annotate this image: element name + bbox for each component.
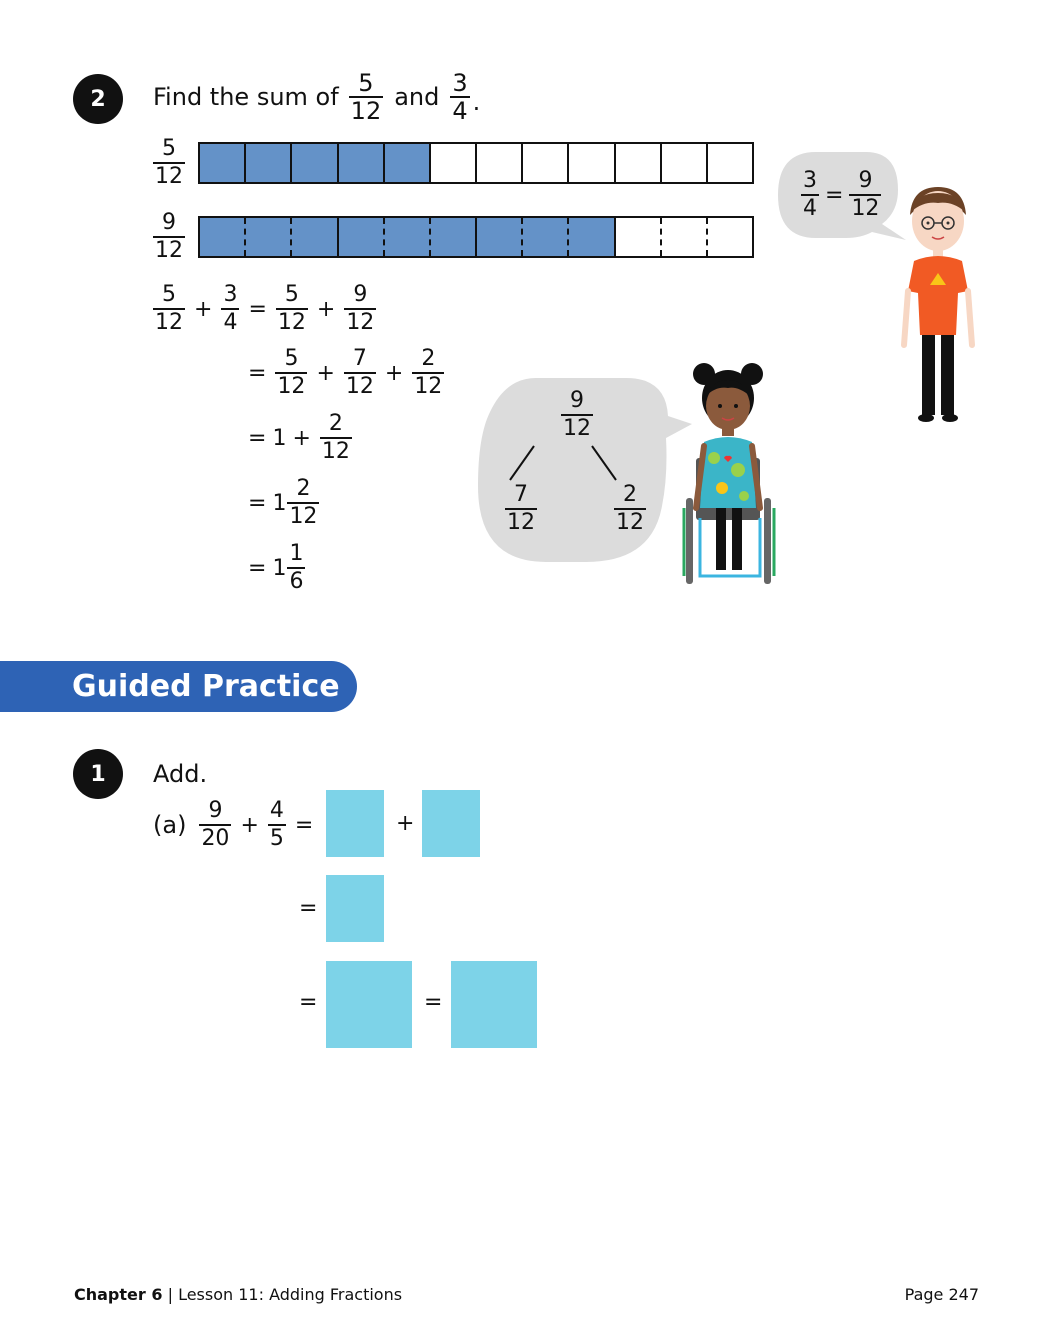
fraction-numerator: 2 (328, 411, 343, 436)
equals-sign: = (294, 812, 314, 838)
fraction-denominator: 4 (803, 196, 817, 221)
fraction-denominator: 12 (289, 504, 318, 529)
fraction-denominator: 4 (223, 310, 238, 335)
fraction-numerator: 5 (284, 282, 299, 307)
fraction-denominator: 12 (321, 439, 350, 464)
work-line-1 (150, 282, 379, 336)
fraction-numerator: 5 (358, 69, 374, 97)
equals-sign: = (248, 360, 267, 386)
equals-sign: = (299, 990, 318, 1015)
fraction-numerator: 9 (162, 210, 176, 235)
equals-sign: = (248, 425, 267, 451)
equals-sign: = (825, 182, 844, 208)
bar-segment-shaded (339, 218, 385, 256)
fraction-numerator: 9 (353, 282, 368, 307)
guided-practice-banner (0, 661, 357, 712)
bar-segment-empty (431, 144, 477, 182)
fraction-denominator: 12 (563, 416, 591, 441)
footer-divider: | (167, 1285, 179, 1304)
prompt-period: . (472, 88, 481, 116)
bar-segment-shaded (200, 144, 246, 182)
fraction-numerator: 3 (452, 69, 468, 97)
practice-expression (153, 798, 319, 852)
plus-sign: + (316, 296, 336, 322)
work-line-5 (242, 541, 308, 595)
fraction-a (349, 70, 384, 124)
plus-sign: + (194, 296, 213, 322)
practice-instruction: Add. (153, 760, 208, 788)
work-line-4 (242, 476, 322, 530)
mixed-number (272, 541, 308, 595)
fraction-denominator: 12 (851, 196, 880, 221)
bar-segment-empty (523, 144, 569, 182)
practice-number: 1 (90, 761, 106, 787)
prompt-and: and (394, 83, 440, 111)
fraction-denominator: 4 (452, 97, 468, 125)
answer-box-4[interactable] (326, 961, 412, 1048)
example-prompt (153, 70, 480, 124)
fraction-denominator: 5 (269, 826, 284, 851)
plus-sign: + (384, 360, 404, 386)
whole-number: 1 (272, 555, 287, 581)
footer-lesson: Lesson 11: Adding Fractions (178, 1285, 403, 1304)
part-label: (a) (153, 811, 187, 839)
bar-segment-shaded (200, 218, 246, 256)
number-bond-part-right (611, 482, 649, 536)
number-bond-part-left (502, 482, 540, 536)
fraction-denominator: 6 (289, 569, 304, 594)
bar-segment-empty (708, 144, 752, 182)
work-line-2 (242, 346, 447, 400)
bar-segment-shaded (246, 218, 292, 256)
fraction-numerator: 5 (162, 136, 176, 161)
fraction-numerator: 2 (623, 482, 637, 507)
fraction-denominator: 12 (277, 374, 306, 399)
whole-number: 1 (272, 490, 287, 516)
boy-illustration (898, 185, 978, 430)
equals-sign: = (424, 990, 443, 1015)
fraction-denominator: 20 (201, 826, 230, 851)
fraction-denominator: 12 (616, 510, 644, 535)
bar-2-label (150, 210, 188, 264)
bar-segment-shaded (431, 218, 477, 256)
plus-sign: + (396, 811, 415, 836)
answer-box-1[interactable] (326, 790, 384, 857)
fraction-denominator: 12 (277, 310, 306, 335)
fraction-numerator: 1 (289, 541, 304, 566)
bar-segment-shaded (385, 218, 431, 256)
fraction-numerator: 5 (162, 282, 176, 307)
example-number: 2 (90, 86, 106, 112)
answer-box-5[interactable] (451, 961, 537, 1048)
footer-page: Page 247 (904, 1285, 979, 1304)
mixed-number (272, 476, 322, 530)
footer-chapter: Chapter 6 (74, 1285, 163, 1304)
bar-segment-shaded (292, 218, 338, 256)
bar-segment-shaded (292, 144, 338, 182)
number-bond-whole (558, 388, 596, 442)
fraction-denominator: 12 (155, 310, 183, 335)
plus-sign: + (316, 360, 335, 386)
answer-box-3[interactable] (326, 875, 384, 942)
work-line-3 (242, 411, 355, 465)
fraction-numerator: 4 (269, 798, 284, 823)
bar-segment-empty (708, 218, 752, 256)
fraction-denominator: 12 (345, 374, 374, 399)
fraction-b (450, 70, 469, 124)
bar-1-label (150, 136, 188, 190)
bar-segment-shaded (385, 144, 431, 182)
fraction-bar-5-12 (198, 142, 754, 184)
fraction-denominator: 12 (350, 97, 382, 125)
bar-segment-empty (662, 144, 708, 182)
whole-number: 1 (272, 425, 287, 451)
plus-sign: + (292, 425, 311, 451)
section-title: Guided Practice (72, 669, 340, 704)
boy-bubble-equation (798, 168, 884, 222)
equals-sign: = (248, 490, 267, 516)
bar-segment-shaded (246, 144, 292, 182)
bar-segment-empty (569, 144, 615, 182)
equals-sign: = (299, 896, 318, 921)
bar-segment-shaded (523, 218, 569, 256)
fraction-denominator: 12 (414, 374, 443, 399)
fraction-numerator: 7 (352, 346, 367, 371)
fraction-numerator: 9 (208, 798, 223, 823)
bar-segment-empty (477, 144, 523, 182)
example-number-badge (73, 74, 123, 124)
equals-sign: = (248, 555, 267, 581)
fraction-numerator: 9 (570, 388, 584, 413)
fraction-numerator: 9 (858, 168, 873, 193)
fraction-denominator: 12 (507, 510, 535, 535)
bar-segment-empty (616, 218, 662, 256)
fraction-numerator: 3 (223, 282, 238, 307)
equals-sign: = (248, 296, 267, 322)
prompt-text: Find the sum of (153, 83, 339, 111)
bar-segment-empty (662, 218, 708, 256)
fraction-numerator: 2 (421, 346, 436, 371)
plus-sign: + (240, 812, 259, 838)
fraction-numerator: 7 (514, 482, 528, 507)
fraction-bar-9-12 (198, 216, 754, 258)
practice-number-badge (73, 749, 123, 799)
girl-in-wheelchair-illustration (682, 358, 782, 588)
bar-segment-shaded (339, 144, 385, 182)
fraction-denominator: 12 (346, 310, 375, 335)
fraction-numerator: 2 (296, 476, 311, 501)
fraction-denominator: 12 (155, 238, 183, 263)
bar-segment-empty (616, 144, 662, 182)
bar-segment-shaded (569, 218, 615, 256)
footer-left (74, 1285, 402, 1304)
fraction-denominator: 12 (155, 164, 183, 189)
fraction-numerator: 5 (284, 346, 299, 371)
bar-segment-shaded (477, 218, 523, 256)
answer-box-2[interactable] (422, 790, 480, 857)
fraction-numerator: 3 (803, 168, 817, 193)
